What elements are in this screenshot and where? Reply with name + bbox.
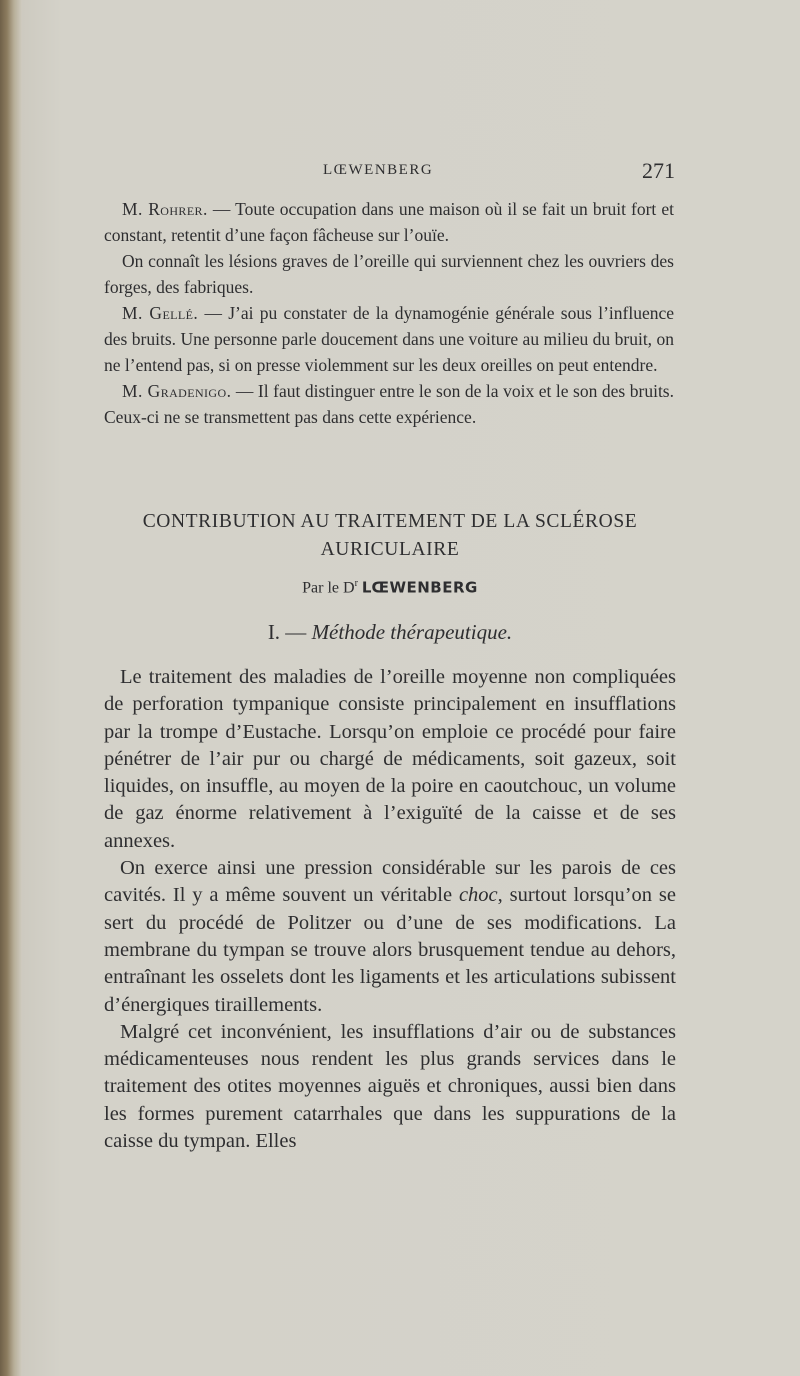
- byline: [104, 578, 676, 597]
- discussion-text: — J’ai pu constater de la dynamogénie générale sous l’influence des bruits. Une personne parle doucement dans une voiture au milieu du bruit, on ne l’entend pas, si on presse violemment sur les deux oreilles on peut entendre.: [104, 303, 674, 375]
- section-number: I. —: [267, 620, 312, 644]
- article-body: [104, 664, 676, 1155]
- discussion-paragraph: [104, 248, 674, 300]
- running-header: [0, 158, 800, 182]
- byline-prefix: Par le D: [302, 579, 355, 597]
- body-text: On exerce ainsi une pression considérable sur les parois de ces cavités. Il y a même souvent un véritable: [104, 857, 676, 907]
- body-text: Le traitement des maladies de l’oreille moyenne non compliquées de perforation tympanique consiste principalement en insufflations par la trompe d’Eustache. Lorsqu’on emploie ce procédé pour faire pénétrer de l’air pur ou chargé de médicaments, soit gazeux, soit liquides, on insuffle, au moyen de la poire en caoutchouc, un volume de gaz énorme relativement à l’exiguïté de la caisse et de ses annexes.: [104, 666, 676, 852]
- page-number: 271: [642, 158, 675, 183]
- discussion-text: On connaît les lésions graves de l’oreille qui surviennent chez les ouvriers des forges, des fabriques.: [104, 251, 674, 297]
- discussion-text: — Il faut distinguer entre le son de la voix et le son des bruits. Ceux-ci ne se transmettent pas dans cette expérience.: [104, 381, 674, 427]
- italic-word: choc: [458, 884, 498, 907]
- running-title: LŒWENBERG: [323, 162, 434, 178]
- byline-superscript: r: [354, 578, 358, 589]
- speaker-name: M. Rohrer.: [122, 199, 208, 219]
- body-text: Malgré cet inconvénient, les insufflations d’air ou de substances médicamenteuses nous rendent les plus grands services dans le traitement des otites moyennes aiguës et chroniques, aussi bien dans les formes purement catarrhales que dans les suppurations de la caisse du tympan. Elles: [104, 1020, 676, 1153]
- article-title-line: CONTRIBUTION AU TRAITEMENT DE LA SCLÉROSE: [142, 511, 638, 532]
- body-paragraph: [104, 664, 676, 855]
- discussion-paragraph: [104, 196, 674, 248]
- book-spine-shadow: [0, 0, 22, 1376]
- speaker-name: M. Gradenigo.: [122, 381, 232, 401]
- discussion-block: [104, 196, 674, 430]
- author-name: LŒWENBERG: [361, 578, 478, 597]
- article-title: [104, 508, 676, 564]
- discussion-paragraph: [104, 378, 674, 430]
- body-paragraph: [104, 1019, 676, 1155]
- discussion-text: — Toute occupation dans une maison où il se fait un bruit fort et constant, retentit d’une façon fâcheuse sur l’ouïe.: [104, 199, 674, 245]
- discussion-paragraph: [104, 300, 674, 378]
- section-title: Méthode thérapeutique.: [311, 620, 513, 644]
- body-paragraph: [104, 855, 676, 1019]
- article-title-line: AURICULAIRE: [320, 539, 460, 560]
- body-text: , surtout lorsqu’on se sert du procédé de Politzer ou d’une de ses modifications. La membrane du tympan se trouve alors brusquement tendue au dehors, entraînant les osselets dont les ligaments et les articulations subissent d’énergiques tiraillements.: [104, 884, 676, 1016]
- speaker-name: M. Gellé.: [122, 303, 199, 323]
- section-heading: [104, 620, 676, 645]
